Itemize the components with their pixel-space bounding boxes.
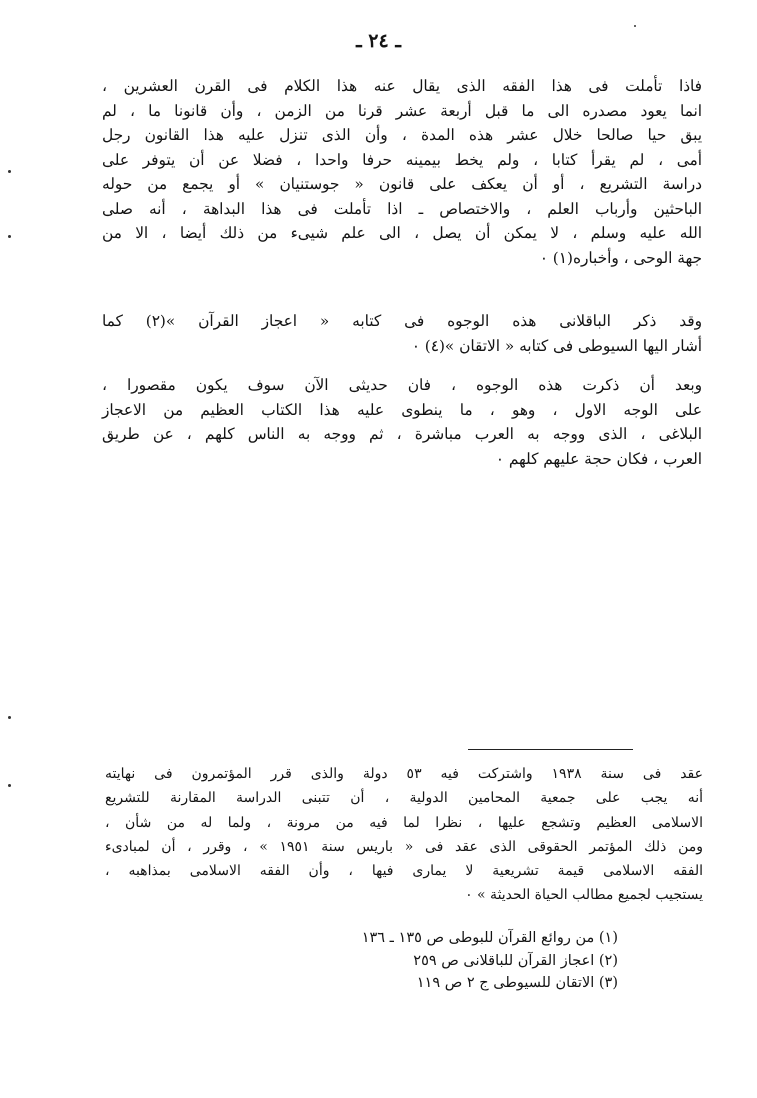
scan-margin-mark xyxy=(8,784,11,787)
text-line: على الوجه الاول ، وهو ، ما ينطوى عليه هذا الكتاب العظيم من الاعجاز xyxy=(102,400,702,419)
references-list xyxy=(300,927,618,995)
scan-margin-mark xyxy=(634,25,636,27)
text-line: أمى ، لم يقرأ كتابا ، ولم يخط بيمينه حرفا واحدا ، فضلا عن أن يتوفر على xyxy=(102,150,702,169)
scan-margin-mark xyxy=(8,235,11,238)
scan-margin-mark xyxy=(8,170,11,173)
text-line: وقد ذكر الباقلانى هذه الوجوه فى كتابه « اعجاز القرآن »(٢) كما xyxy=(102,312,702,330)
text-line: يبق حيا صالحا خلال عشر هذه المدة ، وأن الذى تنزل عليه هذا القانون رجل xyxy=(102,126,702,144)
text-line: انما يعود مصدره الى ما قبل أربعة عشر قرنا من الزمن ، وأن قانونا ما ، لم xyxy=(102,101,702,120)
paragraph-3 xyxy=(102,373,702,471)
text-line: أشار اليها السيوطى فى كتابه « الاتقان »(٤) ٠ xyxy=(411,336,702,355)
footnote-line: يستجيب لجميع مطالب الحياة الحديثة » ٠ xyxy=(465,887,703,904)
footnote-line: الاسلامى العظيم وتشجع عليها ، نظرا لما فيه من مرونة ، ولما له من شأن ، xyxy=(105,814,703,831)
reference-item: (١) من روائع القرآن للبوطى ص ١٣٥ ـ ١٣٦ xyxy=(361,930,618,946)
footnote-line: أنه يجب على جمعية المحامين الدولية ، أن تتبنى الدراسة المقارنة للتشريع xyxy=(105,790,703,807)
scan-margin-mark xyxy=(8,716,11,719)
footnote-divider xyxy=(468,749,633,750)
text-line: دراسة التشريع ، أو أن يعكف على قانون « جوستنيان » أو يجمع من حوله xyxy=(102,175,702,193)
paragraph-2 xyxy=(102,309,702,358)
page-number: ـ ٢٤ ـ xyxy=(356,30,401,52)
reference-item: (٣) الاتقان للسيوطى ج ٢ ص ١١٩ xyxy=(416,975,618,991)
text-line: جهة الوحى ، وأخباره(١) ٠ xyxy=(539,248,702,267)
footnote-line: ومن ذلك المؤتمر الحقوقى الذى عقد فى « باريس سنة ١٩٥١ » ، وقرر ، أن لمبادىء xyxy=(105,838,703,855)
text-line: فاذا تأملت فى هذا الفقه الذى يقال عنه هذا الكلام فى القرن العشرين ، xyxy=(102,77,702,95)
text-line: البلاغى ، الذى ووجه به العرب مباشرة ، ثم ووجه به الناس كلهم ، عن طريق xyxy=(102,425,702,443)
text-line: الباحثين وأرباب العلم ، والاختصاص ـ اذا تأملت فى هذا البداهة ، أنه صلى xyxy=(102,199,702,218)
footnote-line: عقد فى سنة ١٩٣٨ واشتركت فيه ٥٣ دولة والذى قرر المؤتمرون فى نهايته xyxy=(105,766,703,782)
footnote-continuation xyxy=(105,762,703,908)
text-line: الله عليه وسلم ، لا يمكن أن يصل ، الى علم شيىء من ذلك أيضا ، الا من xyxy=(102,224,702,242)
reference-item: (٢) اعجاز القرآن للباقلانى ص ٢٥٩ xyxy=(413,952,618,969)
paragraph-1 xyxy=(102,74,702,270)
footnote-line: الفقه الاسلامى قيمة تشريعية لا يمارى فيها ، وأن الفقه الاسلامى بمذاهبه ، xyxy=(105,863,703,880)
text-line: العرب ، فكان حجة عليهم كلهم ٠ xyxy=(495,449,702,468)
text-line: وبعد أن ذكرت هذه الوجوه ، فان حديثى الآن سوف يكون مقصورا ، xyxy=(102,376,702,394)
